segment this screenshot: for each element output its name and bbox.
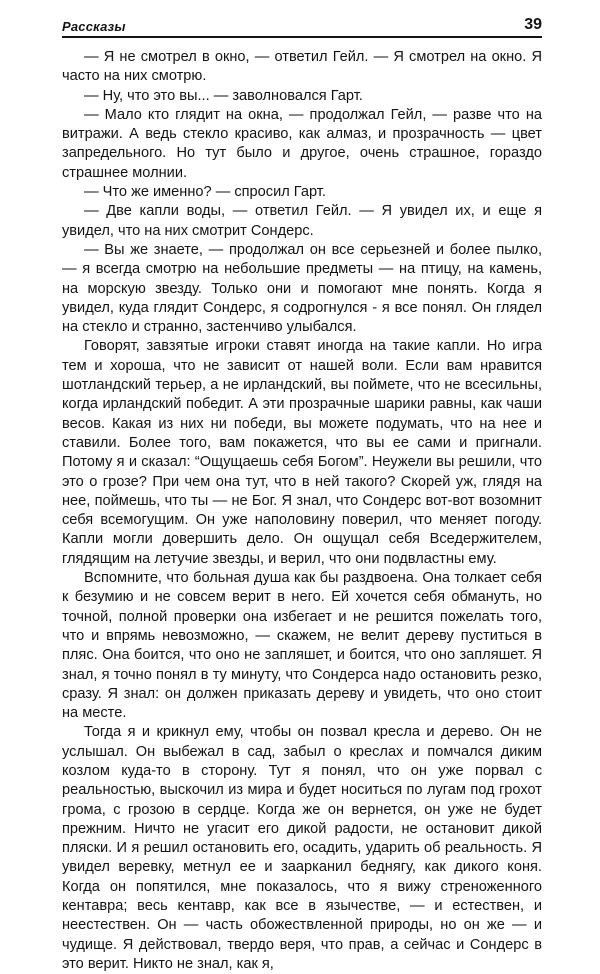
book-page: [62, 14, 542, 974]
page-number: 39: [524, 16, 542, 33]
paragraph: — Что же именно? — спросил Гарт.: [84, 184, 326, 201]
paragraph: — Вы же знаете, — продолжал он все серьезней и более пылко, — я всегда смотрю на небольшие предметы — на птицу, на камень, на морскую звезду. Только они и помогают мне понять. Когда я увидел, куда глядит Сондерс, я содрогнулся - я все понял. Он глядел на стекло и странно, застенчиво улыбался.: [62, 241, 542, 336]
paragraph: — Две капли воды, — ответил Гейл. — Я увидел их, и еще я увидел, что на них смотрит Сондерс.: [62, 203, 542, 239]
section-title: Рассказы: [62, 19, 126, 34]
running-header: [62, 14, 542, 38]
paragraph: — Я не смотрел в окно, — ответил Гейл. — Я смотрел на окно. Я часто на них смотрю.: [62, 49, 542, 85]
paragraph: — Мало кто глядит на окна, — продолжал Гейл, — разве что на витражи. А ведь стекло красиво, как алмаз, и прозрачность — цвет запредельного. Но тут было и другое, очень страшное, гораздо страшнее молнии.: [62, 106, 542, 181]
paragraph: Тогда я и крикнул ему, чтобы он позвал кресла и дерево. Он не услышал. Он выбежал в сад, забыл о креслах и помчался диким козлом куда-то в сторону. Тут я понял, что он уже порвал с реальностью, выскочил из мира и будет носиться по лугам под грохот грома, с грозою в сердце. Когда же он вернется, он уже не будет прежним. Ничто не угасит его дикой радости, не остановит дикой пляски. И я решил остановить его, осадить, ударить об реальность. Я увидел веревку, метнул ее и заарканил беднягу, как дикого коня. Когда он попятился, мне показалось, что я вижу стреноженного кентавра; весь кентавр, как все в язычестве, — и естествен, и неестествен. Он — часть обожествленной природы, но он же — и чудище. Я действовал, твердо веря, что прав, а сейчас и Сондерс в это верит. Никто не знал, как я,: [62, 724, 542, 972]
paragraph: Вспомните, что больная душа как бы раздвоена. Она толкает себя к безумию и не совсем верит в него. Ей хочется себя обмануть, но точной, полной проверки она избегает и не решится пожелать того, что и впрямь невозможно, — скажем, не велит дереву пуститься в пляс. Она боится, что оно не запляшет, и боится, что оно запляшет. Я знал, я точно понял в ту минуту, что Сондерса надо остановить резко, сразу. Я знал: он должен приказать дереву и увидеть, что оно стоит на месте.: [62, 570, 542, 722]
body-text: [62, 48, 542, 974]
paragraph: — Ну, что это вы... — заволновался Гарт.: [84, 87, 363, 104]
paragraph: Говорят, завзятые игроки ставят иногда на такие капли. Но игра тем и хороша, что не зависит от нашей воли. Если вам нравится шотландский терьер, а не ирландский, вы поймете, что не всесильны, когда ирландский победит. А эти прозрачные шарики равны, как чаши весов. Какая из них ни победи, вы можете подумать, что на нее и ставили. Более того, вам покажется, что вы ее сами и пригнали. Потому я и сказал: “Ощущаешь себя Богом”. Неужели вы решили, что это о грозе? При чем она тут, что в ней такого? Скорей уж, глядя на нее, поймешь, что ты — не Бог. Я знал, что Сондерс вот-вот возомнит себя всемогущим. Он уже наполовину поверил, что меняет погоду. Капли могли довершить дело. Он ощущал себя Вседержителем, глядящим на летучие звезды, и верил, что они подвластны ему.: [62, 338, 542, 567]
